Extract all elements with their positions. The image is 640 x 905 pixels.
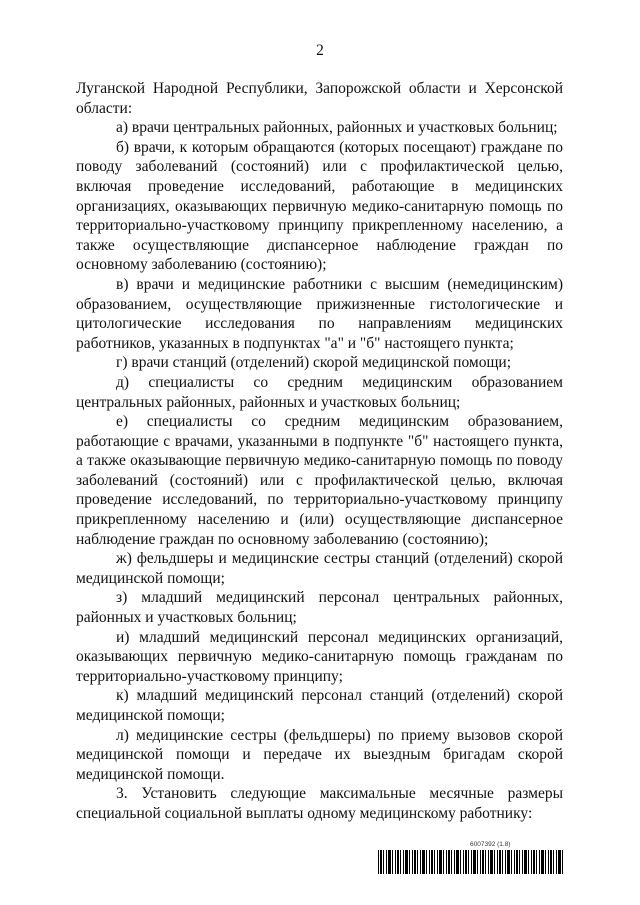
paragraph-item-e: е) специалисты со средним медицинским образованием, работающие с врачами, указанными в подпункте "б" настоящего пункта, а также оказывающие первичную медико-санитарную помощь по поводу заболеваний (состояний) или с профилактической целью, включая проведение исследований, по территориально-участковому принципу прикрепленному населению и (или) осуществляющие диспансерное наблюдение граждан по основному заболеванию (состоянию); xyxy=(76,413,563,548)
paragraph-item-a: а) врачи центральных районных, районных и участковых больниц; xyxy=(116,119,558,137)
paragraph-item-g: г) врачи станций (отделений) скорой медицинской помощи; xyxy=(116,354,512,372)
paragraph-item-d: д) специалисты со средним медицинским образованием центральных районных, районных и участковых больниц; xyxy=(76,373,563,411)
paragraph-item-i: и) младший медицинский персонал медицинских организаций, оказывающих первичную медико-санитарную помощь гражданам по территориально-участковому принципу; xyxy=(76,628,563,685)
paragraph-item-b: б) врачи, к которым обращаются (которых посещают) граждане по поводу заболеваний (состояний) или с профилактической целью, включая проведение исследований, работающие в медицинских организациях, оказывающих первичную медико-санитарную помощь по территориально-участковому принципу прикрепленному населению, а также осуществляющие диспансерное наблюдение граждан по основному заболеванию (состоянию); xyxy=(76,138,563,274)
barcode-icon xyxy=(378,850,564,874)
document-body xyxy=(76,79,563,824)
paragraph-item-z: з) младший медицинский персонал центральных районных, районных и участковых больниц; xyxy=(76,589,563,627)
paragraph-item-k: к) младший медицинский персонал станций (отделений) скорой медицинской помощи; xyxy=(76,687,563,724)
paragraph-continuation: Луганской Народной Республики, Запорожской области и Херсонской области: xyxy=(76,80,563,117)
barcode-caption: 6007392 (1.8) xyxy=(470,841,511,848)
paragraph-item-l: л) медицинские сестры (фельдшеры) по приему вызовов скорой медицинской помощи и передаче их выездным бригадам скорой медицинской помощи. xyxy=(76,726,563,783)
paragraph-point-3: 3. Установить следующие максимальные месячные размеры специальной социальной выплаты одному медицинскому работнику: xyxy=(76,785,563,822)
barcode-block xyxy=(378,841,564,875)
paragraph-item-v: в) врачи и медицинские работники с высшим (немедицинским) образованием, осуществляющие прижизненные гистологические и цитологические исследования по направлениям медицинских работников, указанных в подпунктах "а" и "б" настоящего пункта; xyxy=(76,275,563,352)
page-number: 2 xyxy=(316,42,324,59)
paragraph-item-zh: ж) фельдшеры и медицинские сестры станций (отделений) скорой медицинской помощи; xyxy=(76,550,563,587)
